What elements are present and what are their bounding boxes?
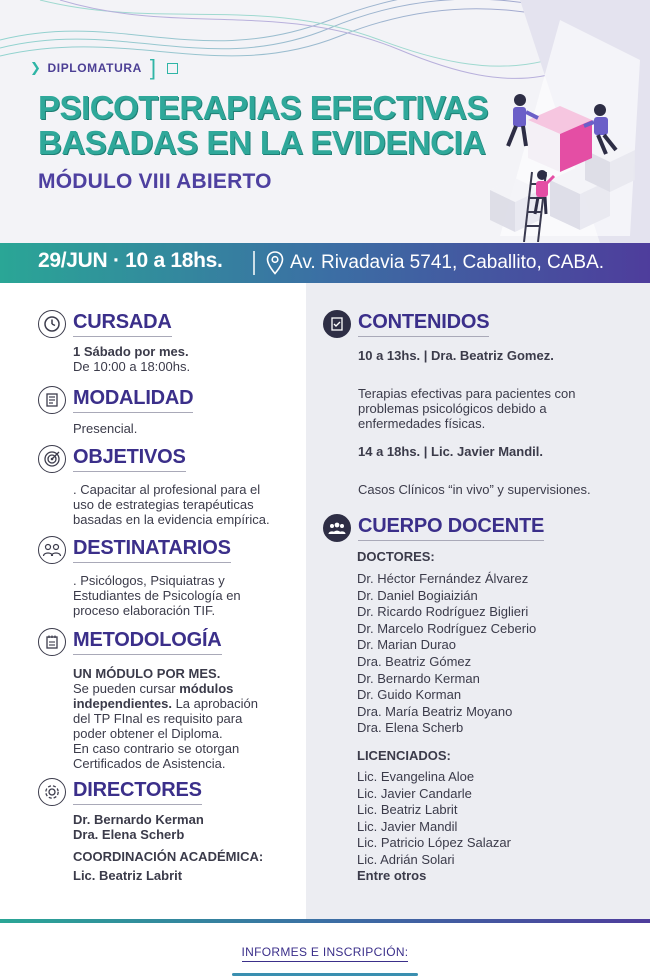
destinatarios-line: proceso elaboración TIF.: [73, 603, 216, 618]
contenidos-line: problemas psicológicos debido a: [358, 401, 547, 416]
event-date: 29/JUN · 10 a 18hs.: [38, 249, 223, 272]
doctor-name: Dr. Daniel Bogiaizián: [357, 587, 478, 603]
target-icon: [38, 445, 66, 473]
destinatarios-line: . Psicólogos, Psiquiatras y: [73, 573, 225, 588]
section-title: MODALIDAD: [73, 387, 193, 413]
informes-label: [0, 945, 650, 959]
director-name: Dr. Bernardo Kerman: [73, 812, 204, 827]
licenciado-name: Lic. Patricio López Salazar: [357, 835, 511, 851]
clock-icon: [38, 310, 66, 338]
objetivos-line: basadas en la evidencia empírica.: [73, 512, 270, 527]
document-icon: [38, 386, 66, 414]
coordinacion-label: COORDINACIÓN ACADÉMICA:: [73, 849, 264, 864]
notepad-icon: [38, 628, 66, 656]
licenciado-name: Lic. Evangelina Aloe: [357, 769, 475, 784]
directores-section-head: [38, 778, 202, 806]
doctor-name: Dr. Marcelo Rodríguez Ceberio: [357, 620, 537, 636]
licenciado-name: Lic. Javier Mandil: [357, 818, 458, 834]
gear-icon: [38, 778, 66, 806]
page-title: [38, 90, 488, 160]
doctor-name: Dra. Elena Scherb: [357, 720, 464, 736]
cursada-hours: De 10:00 a 18:00hs.: [73, 359, 191, 374]
header-banner: [0, 0, 650, 243]
people-icon: [38, 536, 66, 564]
metodologia-line: [73, 681, 233, 696]
square-icon: [167, 63, 178, 74]
contenidos-line: Terapias efectivas para pacientes con: [358, 386, 576, 401]
metodologia-line: del TP FInal es requisito para: [73, 711, 243, 726]
section-title: DESTINATARIOS: [73, 537, 231, 563]
contenidos-line: Casos Clínicos “in vivo” y supervisiones.: [358, 482, 591, 497]
doctor-name: Dr. Marian Durao: [357, 637, 456, 653]
diplomatura-label: [30, 55, 178, 80]
coordinacion-name: Lic. Beatriz Labrit: [73, 868, 183, 883]
metodologia-line: Certificados de Asistencia.: [73, 756, 226, 771]
licenciados-label: LICENCIADOS:: [357, 748, 451, 763]
title-line-1: PSICOTERAPIAS EFECTIVAS: [38, 89, 488, 126]
metodologia-heading: UN MÓDULO POR MES.: [73, 666, 221, 681]
contenidos-block-head: 14 a 18hs. | Lic. Javier Mandil.: [358, 444, 544, 459]
metodologia-bold-text: módulos: [179, 681, 234, 696]
objetivos-section-head: [38, 445, 186, 473]
metodologia-line: poder obtener el Diploma.: [73, 726, 223, 741]
licenciado-name: Lic. Javier Candarle: [357, 785, 472, 801]
date-address-band: [0, 243, 650, 283]
checklist-icon: [323, 310, 351, 338]
content-area: [0, 283, 650, 919]
metodologia-text: Se pueden cursar: [73, 681, 180, 696]
licenciado-name: Lic. Adrián Solari: [357, 852, 455, 867]
destinatarios-section-head: [38, 536, 231, 564]
informes-text: INFORMES E INSCRIPCIÓN:: [242, 945, 409, 962]
doctor-name: Dra. María Beatriz Moyano: [357, 703, 513, 719]
contenidos-line: enfermedades físicas.: [358, 416, 486, 431]
location-pin-icon: [266, 251, 284, 275]
title-line-2: BASADAS EN LA EVIDENCIA: [38, 124, 486, 161]
objetivos-line: uso de estrategias terapéuticas: [73, 497, 254, 512]
page-subtitle: MÓDULO VIII ABIERTO: [38, 170, 272, 193]
section-title: OBJETIVOS: [73, 446, 186, 472]
section-title: CONTENIDOS: [358, 311, 489, 337]
entre-otros-text: Entre otros: [357, 868, 427, 883]
metodologia-line: [73, 696, 258, 711]
group-icon: [323, 514, 351, 542]
modalidad-text: Presencial.: [73, 421, 138, 436]
modalidad-section-head: [38, 386, 193, 414]
doctor-name: Dra. Beatriz Gómez: [357, 654, 472, 669]
section-title: DIRECTORES: [73, 779, 202, 805]
licenciado-name: Lic. Beatriz Labrit: [357, 802, 458, 818]
footer: [0, 923, 650, 976]
band-separator: [253, 251, 255, 275]
section-title: METODOLOGÍA: [73, 629, 222, 655]
metodologia-line: En caso contrario se otorgan: [73, 741, 240, 756]
bracket-decoration: ]: [149, 55, 157, 80]
event-address: Av. Rivadavia 5741, Caballito, CABA.: [290, 252, 605, 273]
cubes-people-illustration: [480, 80, 640, 242]
metodologia-section-head: [38, 628, 222, 656]
doctor-name: Dr. Ricardo Rodríguez Biglieri: [357, 604, 529, 620]
cursada-section-head: [38, 310, 172, 338]
doctores-label: DOCTORES:: [357, 549, 435, 564]
doctor-name: Dr. Héctor Fernández Álvarez: [357, 571, 529, 586]
pre-label-text: DIPLOMATURA: [47, 61, 142, 75]
section-title: CUERPO DOCENTE: [358, 515, 544, 541]
contenidos-section-head: [323, 310, 489, 338]
cursada-frequency: 1 Sábado por mes.: [73, 344, 189, 359]
metodologia-text: La aprobación: [171, 696, 258, 711]
destinatarios-line: Estudiantes de Psicología en: [73, 588, 241, 603]
metodologia-bold-text: independientes.: [73, 696, 172, 711]
docentes-section-head: [323, 514, 544, 542]
doctor-name: Dr. Bernardo Kerman: [357, 670, 480, 686]
objetivos-line: . Capacitar al profesional para el: [73, 482, 261, 497]
director-name: Dra. Elena Scherb: [73, 827, 185, 842]
section-title: CURSADA: [73, 311, 172, 337]
doctor-name: Dr. Guido Korman: [357, 687, 462, 703]
chevron-right-icon: ❯: [30, 60, 42, 75]
contenidos-block-head: 10 a 13hs. | Dra. Beatriz Gomez.: [358, 348, 554, 363]
